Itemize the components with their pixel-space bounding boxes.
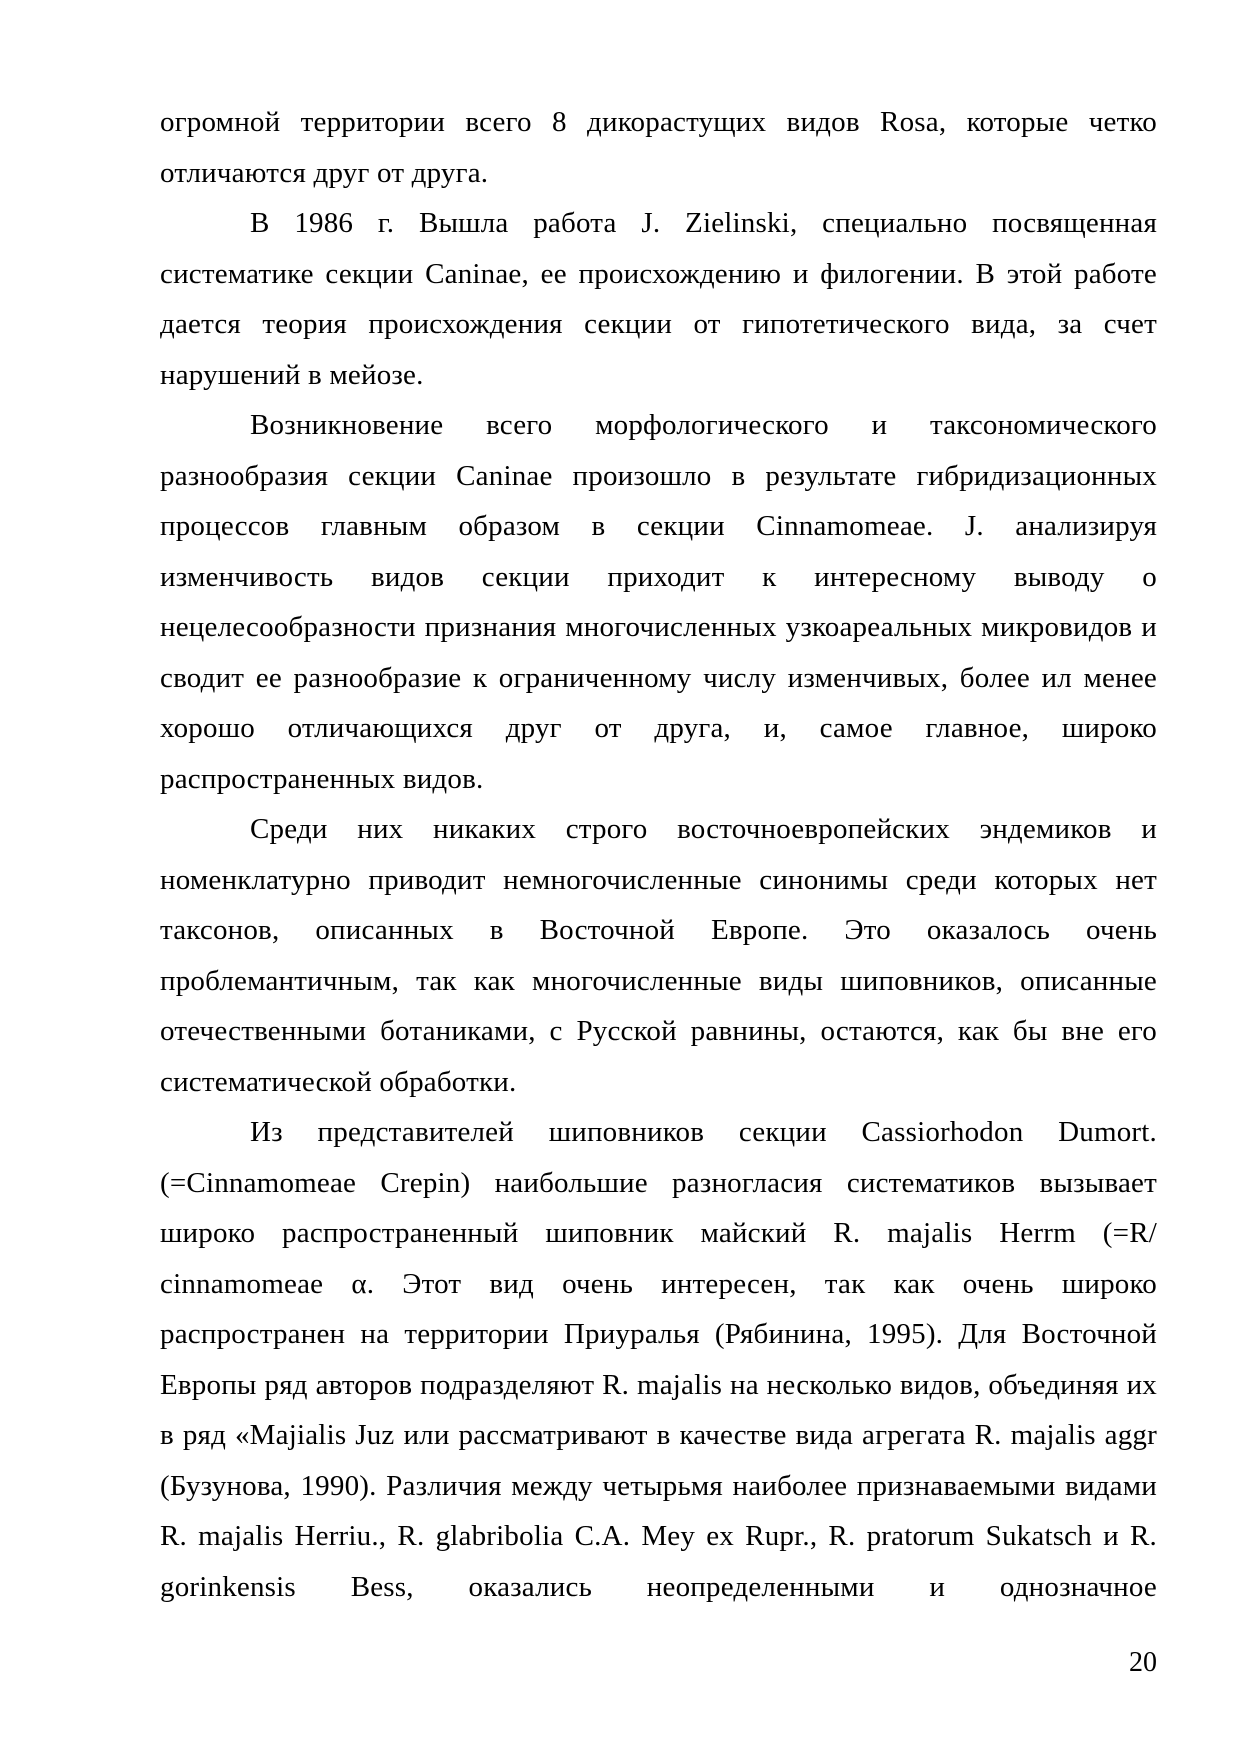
paragraph: В 1986 г. Вышла работа J. Zielinski, специально посвященная систематике секции Caninae, ее происхождению и филогении. В этой работе дается теория происхождения секции от гипотетического вида, за счет нарушений в мейозе.	[160, 207, 1157, 391]
paragraph: Из представителей шиповников секции Cassiorhodon Dumort. (=Cinnamomeae Crepin) наибольшие разногласия систематиков вызывает широко распространенный шиповник майский R. majalis Herrm (=R/ cinnamomeae α. Этот вид очень интересен, так как очень широко распространен на территории Приуралья (Рябинина, 1995). Для Восточной Европы ряд авторов подразделяют R. majalis на несколько видов, объединяя их в ряд «Majialis Juz или рассматривают в качестве вида агрегата R. majalis aggr (Бузунова, 1990). Различия между четырьмя наиболее признаваемыми видами R. majalis Herriu., R. glabribolia C.A. Mey ex Rupr., R. pratorum Sukatsch и R. gorinkensis Bess, оказались неопределенными и однозначное	[160, 1116, 1157, 1603]
paragraph: Возникновение всего морфологического и таксономического разнообразия секции Caninae произошло в результате гибридизационных процессов главным образом в секции Cinnamomeae. J. анализируя изменчивость видов секции приходит к интересному выводу о нецелесообразности признания многочисленных узкоареальных микровидов и сводит ее разнообразие к ограниченному числу изменчивых, более ил менее хорошо отличающихся друг от друга, и, самое главное, широко распространенных видов.	[160, 409, 1157, 795]
document-body-text	[160, 97, 1157, 1612]
page-number: 20	[1129, 1647, 1157, 1678]
paragraph: Среди них никаких строго восточноевропейских эндемиков и номенклатурно приводит немногочисленные синонимы среди которых нет таксонов, описанных в Восточной Европе. Это оказалось очень проблемантичным, так как многочисленные виды шиповников, описанные отечественными ботаниками, с Русской равнины, остаются, как бы вне его систематической обработки.	[160, 813, 1157, 1098]
paragraph: огромной территории всего 8 дикорастущих видов Rosa, которые четко отличаются друг от друга.	[160, 106, 1157, 189]
